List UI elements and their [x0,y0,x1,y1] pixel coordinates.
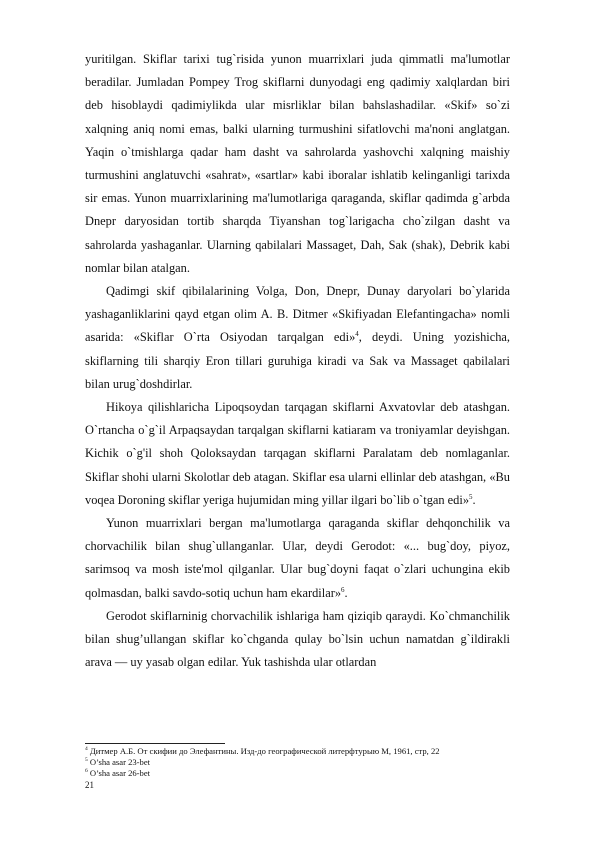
paragraph-4 [85,512,510,605]
footnote-number: 5 [85,757,88,764]
footnote-ref-5[interactable]: 5 [469,492,473,501]
footnote-5 [85,757,510,768]
paragraph-1-text: yuritilgan. Skiflar tarixi tug`risida yunon muarrixlari juda qimmatli ma'lumotlar beradilar. Jumladan Pompey Trog skiflarni dunyodagi eng qadimiy xalqlardan biri deb hisoblaydi qadimiylikda ular misrliklar bilan bahslashadilar. «Skif» so`zi xalqning aniq nomi emas, balki ularning turmushini sifatlovchi ma'noni anglatgan. Yaqin o`tmishlarga qadar ham dasht va sahrolarda yashovchi xalqning maishiy turmushini anglatuvchi «sahrat», «sartlar» kabi iboralar ishlatib kelinganligi tarixda sir emas. Yunon muarrixlarining ma'lumotlariga qaraganda, skiflar qadimda g`arbda Dnepr daryosidan tortib sharqda Tiyanshan tog`larigacha cho`zilgan dasht va sahrolarda yashaganlar. Ularning qabilalari Massaget, Dah, Sak (shak), Debrik kabi nomlar bilan atalgan. [85,52,510,275]
paragraph-4-text-end: . [344,585,348,600]
paragraph-3-text-end: . [472,492,476,507]
page-number: 21 [85,780,94,790]
footnote-text: Дитмер А.Б. От скифии до Элефантины. Изд-до географической литерфтурыю М, 1961, стр, 22 [89,746,440,756]
page-body [85,48,510,674]
footnote-4 [85,746,510,757]
footnote-number: 4 [85,746,88,753]
paragraph-4-text: Yunon muarrixlari bergan ma'lumotlarga qaraganda skiflar dehqonchilik va chorvachilik bilan shug`ullanganlar. Ular, deydi Gerodot: «... bug`doy, piyoz, sarimsoq va mosh iste'mol qilganlar. Ular bug`doyni faqat o`zlari uchungina ekib qolmasdan, balki savdo-sotiq uchun ham ekardilar» [85,516,510,600]
paragraph-3 [85,396,510,512]
footnotes [85,743,510,791]
footnote-ref-6[interactable]: 6 [341,585,345,594]
footnote-number: 6 [85,768,88,775]
footnote-divider [85,743,225,744]
footnote-6 [85,768,510,779]
footnote-text: O’sha asar 23-bet [89,757,151,767]
footnote-ref-4[interactable]: 4 [355,330,359,339]
paragraph-2-text: Qadimgi skif qibilalarining Volga, Don, Dnepr, Dunay daryolari bo`ylarida yashaganliklarini qayd etgan olim A. B. Ditmer «Skifiyadan Elefantingacha» nomli asarida: «Skiflar O`rta Osiyodan tarqalgan edi» [85,284,510,345]
paragraph-2 [85,280,510,396]
footnote-text: O’sha asar 26-bet [89,768,151,778]
paragraph-2-text-end: , deydi. Uning yozishicha, skiflarning tili sharqiy Eron tillari guruhiga kiradi va Sak va Massaget qabilalari bilan urug`doshdirlar. [85,330,511,391]
paragraph-5-text: Gerodot skiflarninig chorvachilik ishlariga ham qiziqib qaraydi. Ko`chmanchilik bilan shug’ullangan skiflar ko`chganda qulay bo`lsin uchun namatdan g`ildirakli arava — uy yasab olgan edilar. Yuk tashishda ular otlardan [85,608,510,670]
paragraph-5 [85,605,510,675]
paragraph-1 [85,48,510,280]
paragraph-3-text: Hikoya qilishlaricha Lipoqsoydan tarqagan skiflarni Axvatovlar deb atashgan. O`rtancha o`g`il Arpaqsaydan tarqalgan skiflarni katiaram va troniyamlar deyishgan. Kichik o`g'il shoh Qoloksaydan tarqagan skiflarni Paralatam deb nomlaganlar. Skiflar shohi ularni Skolotlar deb atagan. Skiflar esa ularni ellinlar deb atashgan, «Bu voqea Doroning skiflar yeriga hujumidan ming yillar ilgari bo`lib o`tgan edi» [85,400,510,507]
